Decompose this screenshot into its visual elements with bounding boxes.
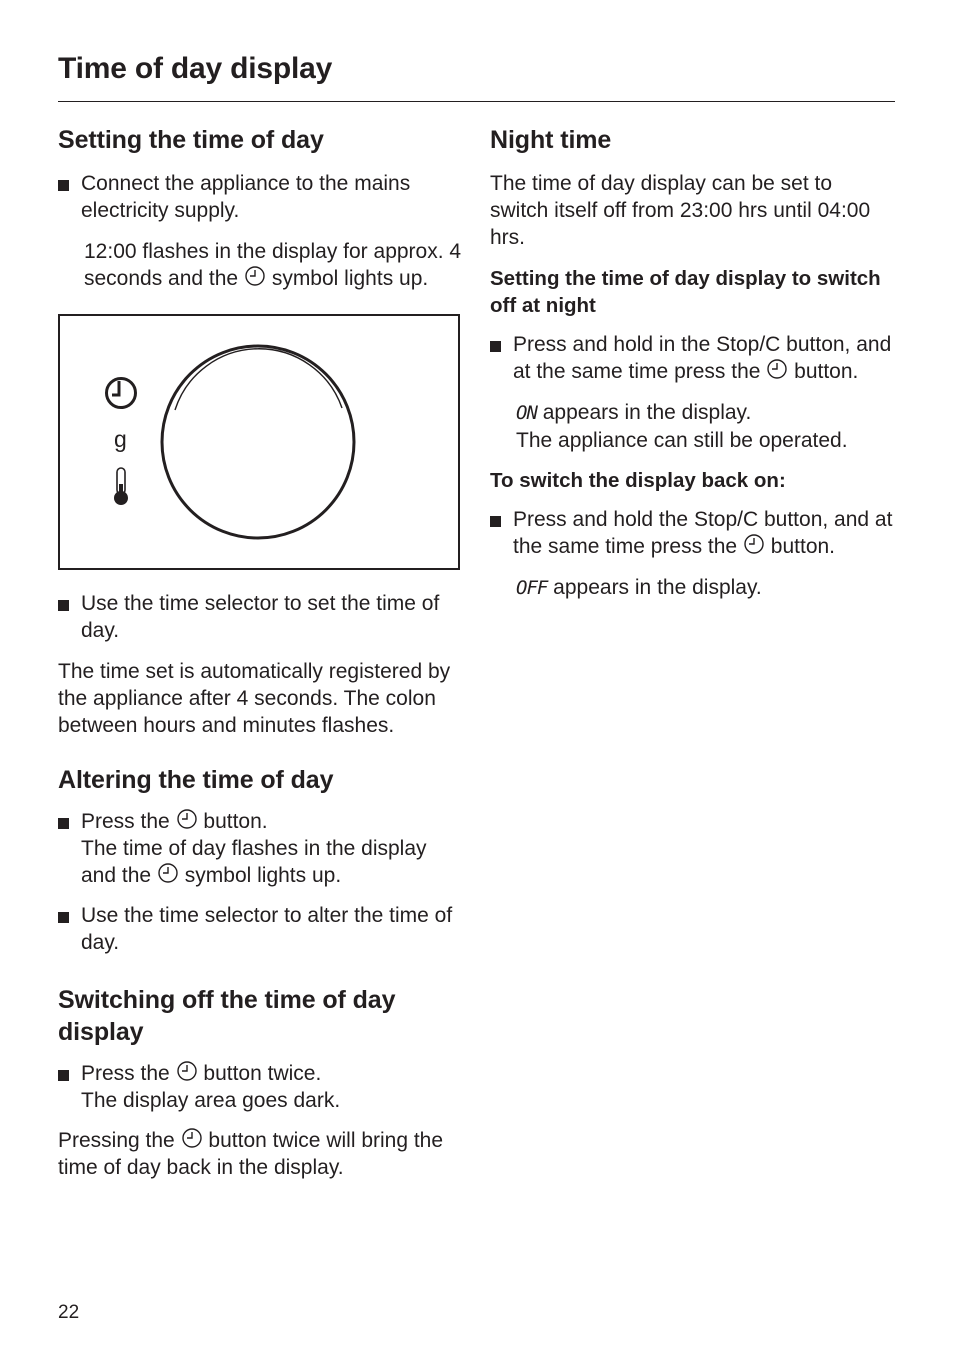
altering-bullet-2: Use the time selector to alter the time of day. xyxy=(58,902,462,956)
setting-bullet-2: Use the time selector to set the time of day. xyxy=(58,590,462,644)
clock-icon xyxy=(176,808,198,830)
left-column xyxy=(58,124,462,1181)
title-rule xyxy=(58,101,895,102)
control-panel-figure xyxy=(58,314,460,570)
night-heading: Night time xyxy=(490,126,612,154)
page-title: Time of day display xyxy=(58,52,333,85)
night-on-note: ON appears in the display. The appliance can still be operated. xyxy=(516,401,848,452)
clock-icon xyxy=(244,265,266,287)
clock-icon xyxy=(176,1060,198,1082)
bullet-square-icon xyxy=(490,516,501,527)
display-code-off: OFF xyxy=(516,577,548,599)
bullet-square-icon xyxy=(58,912,69,923)
clock-icon xyxy=(743,533,765,555)
bullet-square-icon xyxy=(58,180,69,191)
switching-bullet-1: Press the button twice. The display area goes dark. xyxy=(58,1060,462,1114)
thermometer-icon xyxy=(114,468,128,505)
bullet-square-icon xyxy=(58,600,69,611)
altering-heading: Altering the time of day xyxy=(58,766,334,794)
setting-bullet-1: Connect the appliance to the mains electricity supply. xyxy=(58,170,462,224)
night-bullet-1: Press and hold in the Stop/C button, and at the same time press the button. xyxy=(490,331,895,385)
clock-icon xyxy=(157,862,179,884)
clock-icon xyxy=(181,1127,203,1149)
bullet-square-icon xyxy=(58,1070,69,1081)
night-off-note: OFF appears in the display. xyxy=(516,576,762,599)
switching-paragraph: Pressing the button twice will bring the time of day back in the display. xyxy=(58,1129,444,1179)
altering-bullet-1: Press the button. The time of day flashes in the display and the symbol lights up. xyxy=(58,808,462,889)
night-intro: The time of day display can be set to switch itself off from 23:00 hrs until 04:00 hrs. xyxy=(490,172,871,249)
page-number: 22 xyxy=(58,1302,80,1323)
setting-paragraph: The time set is automatically registered by the appliance after 4 seconds. The colon between hours and minutes flashes. xyxy=(58,660,451,737)
weight-label: g xyxy=(114,426,127,452)
bullet-square-icon xyxy=(58,818,69,829)
night-bullet-2: Press and hold the Stop/C button, and at the same time press the button. xyxy=(490,506,895,560)
night-subheading-2: To switch the display back on: xyxy=(490,469,786,492)
night-subheading-1: Setting the time of day display to switch off at night xyxy=(490,267,881,317)
right-column xyxy=(490,124,895,602)
setting-note-1: 12:00 flashes in the display for approx. 4 seconds and the symbol lights up. xyxy=(84,240,462,290)
bullet-square-icon xyxy=(490,341,501,352)
clock-icon xyxy=(107,379,136,408)
display-code-on: ON xyxy=(516,402,537,424)
setting-heading: Setting the time of day xyxy=(58,126,324,154)
clock-icon xyxy=(766,358,788,380)
switching-heading: Switching off the time of day display xyxy=(58,986,396,1046)
